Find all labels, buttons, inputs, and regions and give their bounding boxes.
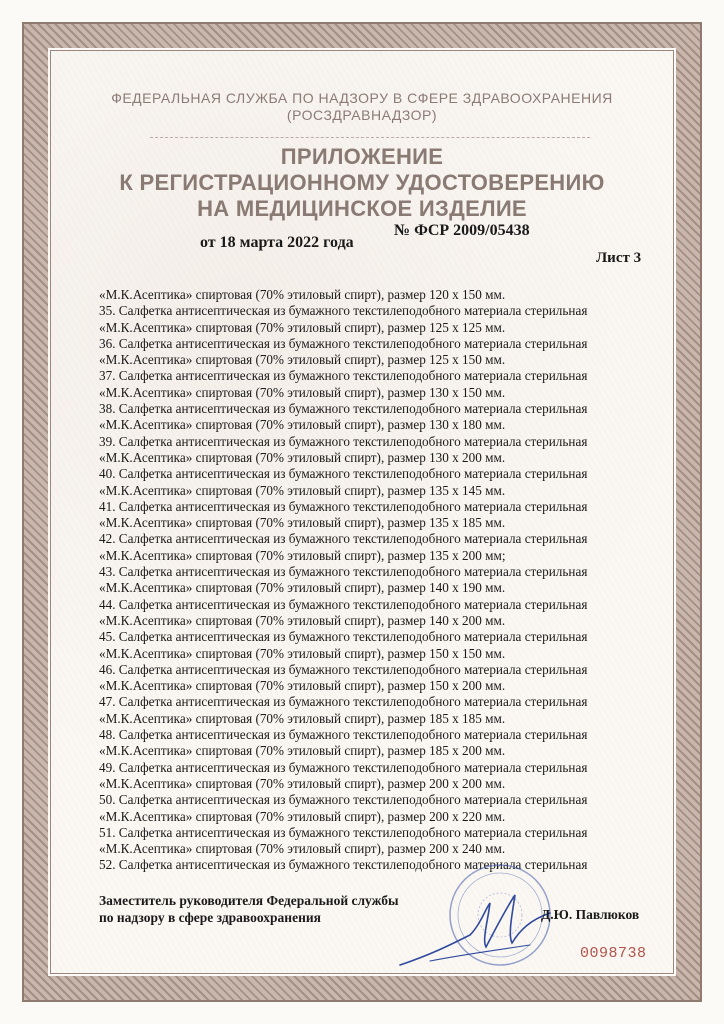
signatory-title xyxy=(99,892,399,926)
product-list xyxy=(99,287,647,874)
content-line: «М.К.Асептика» спиртовая (70% этиловый спирт), размер 125 х 125 мм. xyxy=(99,319,506,335)
registration-number: № ФСР 2009/05438 xyxy=(394,222,530,239)
content-line: «М.К.Асептика» спиртовая (70% этиловый спирт), размер 130 х 200 мм. xyxy=(99,449,506,465)
content-line: 39. Салфетка антисептическая из бумажного текстилеподобного материала стерильная xyxy=(99,433,588,449)
content-line: 52. Салфетка антисептическая из бумажного текстилеподобного материала стерильная xyxy=(99,857,588,873)
header-divider xyxy=(150,137,590,138)
content-line: 35. Салфетка антисептическая из бумажного текстилеподобного материала стерильная xyxy=(99,303,588,319)
content-line: «М.К.Асептика» спиртовая (70% этиловый спирт), размер 185 х 200 мм. xyxy=(99,743,506,759)
content-line: «М.К.Асептика» спиртовая (70% этиловый спирт), размер 185 х 185 мм. xyxy=(99,710,506,726)
content-line: 51. Салфетка антисептическая из бумажного текстилеподобного материала стерильная xyxy=(99,824,588,840)
content-line: «М.К.Асептика» спиртовая (70% этиловый спирт), размер 135 х 200 мм; xyxy=(99,547,506,563)
document-subtitle-2: НА МЕДИЦИНСКОЕ ИЗДЕЛИЕ xyxy=(197,196,527,221)
content-line: 41. Салфетка антисептическая из бумажного текстилеподобного материала стерильная xyxy=(99,498,588,514)
content-line: 45. Салфетка антисептическая из бумажного текстилеподобного материала стерильная xyxy=(99,629,588,645)
agency-name: ФЕДЕРАЛЬНАЯ СЛУЖБА ПО НАДЗОРУ В СФЕРЕ ЗДРАВООХРАНЕНИЯ xyxy=(111,90,613,106)
signatory-title-line1: Заместитель руководителя Федеральной службы xyxy=(99,893,399,908)
content-line: «М.К.Асептика» спиртовая (70% этиловый спирт), размер 200 х 200 мм. xyxy=(99,775,506,791)
content-line: 43. Салфетка антисептическая из бумажного текстилеподобного материала стерильная xyxy=(99,564,588,580)
content-line: «М.К.Асептика» спиртовая (70% этиловый спирт), размер 150 х 200 мм. xyxy=(99,678,506,694)
content-line: 50. Салфетка антисептическая из бумажного текстилеподобного материала стерильная xyxy=(99,792,588,808)
agency-abbreviation: (РОСЗДРАВНАДЗОР) xyxy=(286,107,438,123)
sheet-number: Лист 3 xyxy=(596,250,642,266)
content-line: 36. Салфетка антисептическая из бумажного текстилеподобного материала стерильная xyxy=(99,335,588,351)
content-line: 49. Салфетка антисептическая из бумажного текстилеподобного материала стерильная xyxy=(99,759,588,775)
content-line: 47. Салфетка антисептическая из бумажного текстилеподобного материала стерильная xyxy=(99,694,588,710)
content-line: «М.К.Асептика» спиртовая (70% этиловый спирт), размер 135 х 185 мм. xyxy=(99,515,506,531)
serial-number: 0098738 xyxy=(580,945,647,962)
content-line: «М.К.Асептика» спиртовая (70% этиловый спирт), размер 150 х 150 мм. xyxy=(99,645,506,661)
document-subtitle-1: К РЕГИСТРАЦИОННОМУ УДОСТОВЕРЕНИЮ xyxy=(119,170,605,195)
issue-date: от 18 марта 2022 года xyxy=(200,234,354,251)
content-line: 42. Салфетка антисептическая из бумажного текстилеподобного материала стерильная xyxy=(99,531,588,547)
content-line: 46. Салфетка антисептическая из бумажного текстилеподобного материала стерильная xyxy=(99,661,588,677)
content-line: «М.К.Асептика» спиртовая (70% этиловый спирт), размер 200 х 240 мм. xyxy=(99,841,506,857)
document-title: ПРИЛОЖЕНИЕ xyxy=(280,144,444,169)
content-line: «М.К.Асептика» спиртовая (70% этиловый спирт), размер 125 х 150 мм. xyxy=(99,352,506,368)
content-line: «М.К.Асептика» спиртовая (70% этиловый спирт), размер 130 х 150 мм. xyxy=(99,384,506,400)
content-line: 48. Салфетка антисептическая из бумажного текстилеподобного материала стерильная xyxy=(99,727,588,743)
content-line: «М.К.Асептика» спиртовая (70% этиловый спирт), размер 120 х 150 мм. xyxy=(99,287,506,302)
content-line: «М.К.Асептика» спиртовая (70% этиловый спирт), размер 200 х 220 мм. xyxy=(99,808,506,824)
content-line: 38. Салфетка антисептическая из бумажного текстилеподобного материала стерильная xyxy=(99,401,588,417)
signatory-title-line2: по надзору в сфере здравоохранения xyxy=(99,910,321,925)
content-line: 44. Салфетка антисептическая из бумажного текстилеподобного материала стерильная xyxy=(99,596,588,612)
content-line: «М.К.Асептика» спиртовая (70% этиловый спирт), размер 135 х 145 мм. xyxy=(99,482,506,498)
content-line: 37. Салфетка антисептическая из бумажного текстилеподобного материала стерильная xyxy=(99,368,588,384)
content-line: «М.К.Асептика» спиртовая (70% этиловый спирт), размер 130 х 180 мм. xyxy=(99,417,506,433)
signatory-name: Д.Ю. Павлюков xyxy=(541,907,640,922)
content-line: «М.К.Асептика» спиртовая (70% этиловый спирт), размер 140 х 200 мм. xyxy=(99,612,506,628)
content-line: «М.К.Асептика» спиртовая (70% этиловый спирт), размер 140 х 190 мм. xyxy=(99,580,506,596)
signature xyxy=(390,885,560,975)
content-line: 40. Салфетка антисептическая из бумажного текстилеподобного материала стерильная xyxy=(99,466,588,482)
